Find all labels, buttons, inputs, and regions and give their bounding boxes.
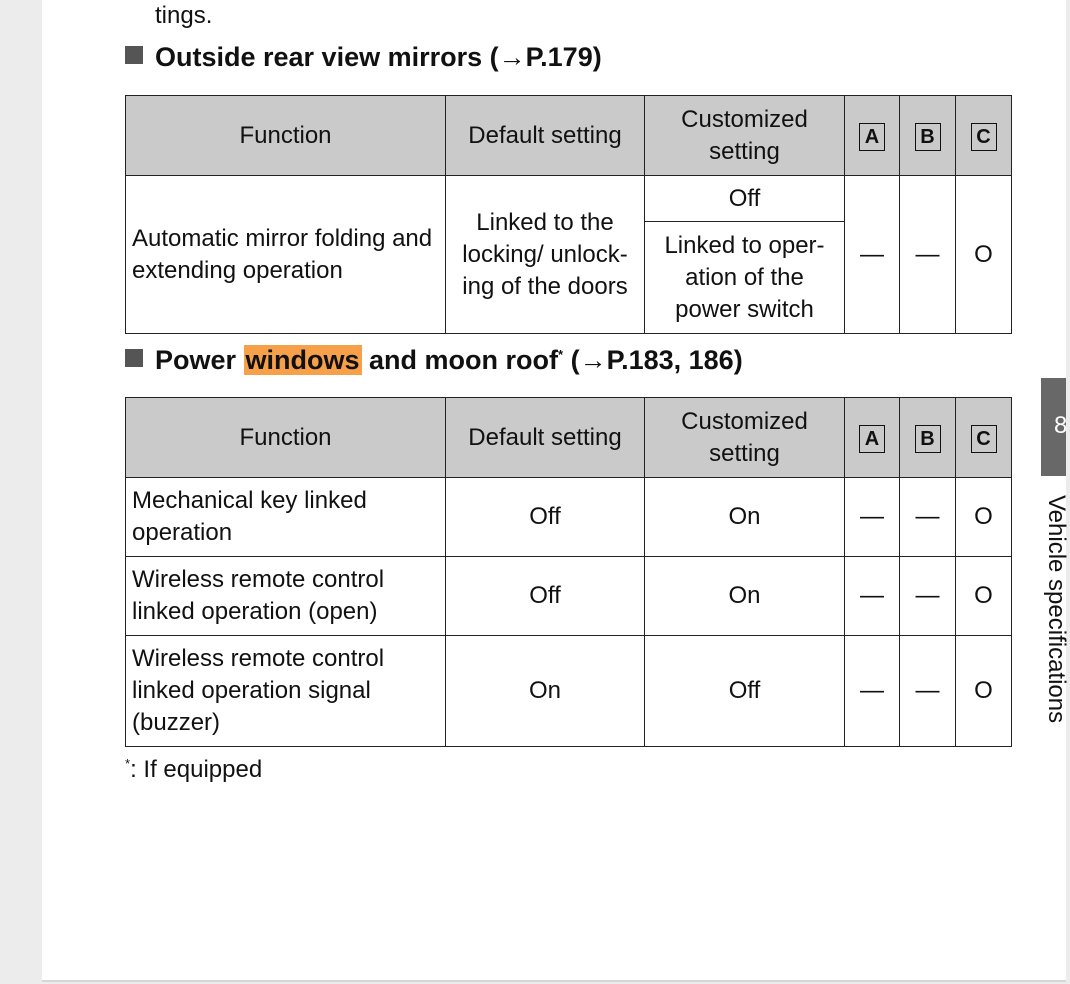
table-row: [126, 478, 1012, 557]
cell-a: —: [845, 636, 900, 747]
cell-custom-option: Linked to oper-ation of the power switch: [645, 222, 845, 334]
table-row: [126, 557, 1012, 636]
header-default: Default setting: [446, 96, 645, 176]
cell-a: —: [845, 557, 900, 636]
mirrors-table: [125, 95, 1012, 334]
cell-custom: On: [645, 557, 845, 636]
cell-default: Off: [446, 478, 645, 557]
header-b: B: [900, 398, 956, 478]
cell-function: Wireless remote control linked operation (open): [126, 557, 446, 636]
windows-table: [125, 397, 1012, 747]
table-row: [126, 176, 1012, 222]
header-customized: Customized setting: [645, 96, 845, 176]
header-default: Default setting: [446, 398, 645, 478]
cell-c: O: [956, 176, 1012, 334]
section-title: Outside rear view mirrors (→P.179): [155, 42, 602, 72]
cell-b: —: [900, 176, 956, 334]
bullet-square-icon: [125, 46, 143, 64]
header-function: Function: [126, 96, 446, 176]
cell-function: Automatic mirror folding and extending operation: [126, 176, 446, 334]
header-c: C: [956, 398, 1012, 478]
cell-custom: On: [645, 478, 845, 557]
chapter-label-vertical: Vehicle specifications: [1043, 495, 1070, 724]
cell-function: Mechanical key linked operation: [126, 478, 446, 557]
continuation-text: tings.: [155, 2, 213, 29]
cell-c: O: [956, 636, 1012, 747]
table-header-row: [126, 398, 1012, 478]
header-a: A: [845, 398, 900, 478]
cell-b: —: [900, 636, 956, 747]
search-highlight: windows: [245, 345, 360, 375]
header-b: B: [900, 96, 956, 176]
cell-function: Wireless remote control linked operation signal (buzzer): [126, 636, 446, 747]
cell-custom: Off: [645, 636, 845, 747]
bullet-square-icon: [125, 349, 143, 367]
section-heading-windows: Power windows and moon roof* (→P.183, 186): [125, 345, 743, 376]
header-function: Function: [126, 398, 446, 478]
header-customized: Customized setting: [645, 398, 845, 478]
cell-c: O: [956, 557, 1012, 636]
cell-b: —: [900, 478, 956, 557]
header-a: A: [845, 96, 900, 176]
cell-default: Linked to the locking/ unlock-ing of the doors: [446, 176, 645, 334]
section-heading-mirrors: [125, 42, 602, 73]
cell-custom-option: Off: [645, 176, 845, 222]
table-header-row: [126, 96, 1012, 176]
header-c: C: [956, 96, 1012, 176]
table-row: [126, 636, 1012, 747]
footnote: *: If equipped: [125, 756, 263, 783]
cell-c: O: [956, 478, 1012, 557]
cell-default: On: [446, 636, 645, 747]
cell-b: —: [900, 557, 956, 636]
chapter-tab[interactable]: [1041, 378, 1066, 476]
cell-default: Off: [446, 557, 645, 636]
cell-a: —: [845, 478, 900, 557]
chapter-number: 8: [1054, 412, 1068, 439]
cell-a: —: [845, 176, 900, 334]
